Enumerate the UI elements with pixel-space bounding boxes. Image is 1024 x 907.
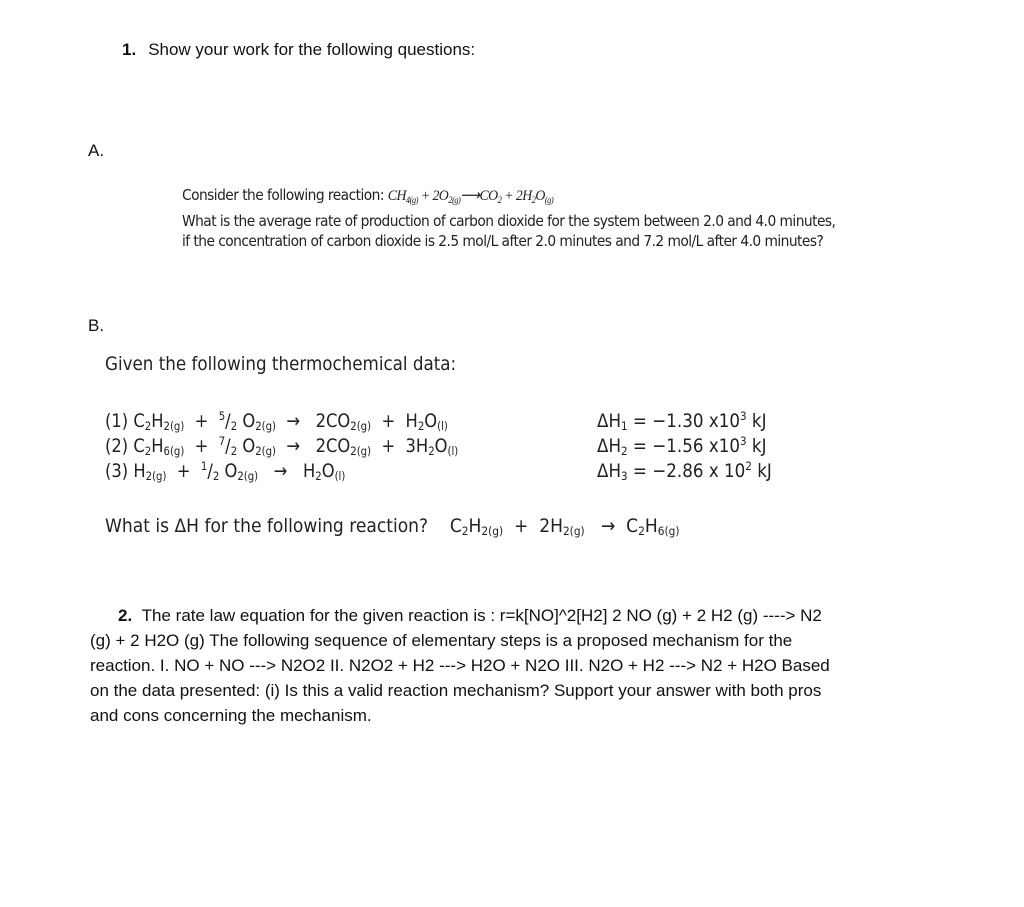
formula-text: → 2CO xyxy=(275,435,351,457)
superscript: 2 xyxy=(745,459,752,473)
formula-text: O xyxy=(219,460,238,482)
subscript: (l) xyxy=(334,469,346,483)
formula-text: H xyxy=(468,515,482,537)
formula-text: ΔH xyxy=(597,435,622,457)
superscript: 7 xyxy=(218,434,226,448)
subscript: 2 xyxy=(230,444,238,458)
enthalpy-question xyxy=(105,515,679,538)
subscript: 2 xyxy=(230,419,238,433)
subscript: (l) xyxy=(437,419,448,433)
subscript: 2(g) xyxy=(237,469,259,483)
formula-text: ΔH xyxy=(597,410,622,432)
subscript: 2 xyxy=(315,469,322,483)
formula-text: (3) H xyxy=(105,460,146,482)
subscript: 2 xyxy=(461,524,469,538)
formula-text: = −1.56 x10 xyxy=(627,435,740,457)
formula-text: H xyxy=(151,410,164,432)
given-heading: Given the following thermochemical data: xyxy=(105,353,457,375)
formula-text: = −2.86 x 10 xyxy=(627,460,746,482)
formula-text: + xyxy=(184,410,219,432)
formula-text: = −1.30 x10 xyxy=(627,410,740,432)
superscript: 1 xyxy=(200,459,208,473)
subscript: 2(g) xyxy=(350,444,372,458)
enthalpy-2 xyxy=(597,434,767,458)
formula-text: O xyxy=(237,410,256,432)
formula-text: / xyxy=(225,435,231,457)
subscript: 2(g) xyxy=(163,419,185,433)
formula-text: O xyxy=(321,460,335,482)
subscript: 4(g) xyxy=(405,196,418,206)
formula-text: + 2H xyxy=(501,188,532,204)
formula-text: (1) C xyxy=(105,410,145,432)
formula-text: + 3H xyxy=(371,435,429,457)
formula-text: H xyxy=(151,435,164,457)
part-a-line3: if the concentration of carbon dioxide is 2.5 mol/L after 2.0 minutes and 7.2 mol/L after 4.0 minutes? xyxy=(182,232,824,250)
formula-text: (2) C xyxy=(105,435,145,457)
formula-text: What is ΔH for the following reaction? C xyxy=(105,515,462,537)
subscript: 2(g) xyxy=(448,196,461,206)
part-a-label: A. xyxy=(88,141,105,160)
part-a-intro: Consider the following reaction: xyxy=(182,186,388,204)
part-a-line2: What is the average rate of production of carbon dioxide for the system between 2.0 and 4.0 minutes, xyxy=(182,212,836,230)
part-a-image xyxy=(182,185,835,251)
reaction-equation xyxy=(388,188,553,204)
subscript: (l) xyxy=(447,444,459,458)
formula-text: kJ xyxy=(746,410,767,432)
subscript: 3 xyxy=(621,469,628,483)
formula-text: O xyxy=(535,188,545,204)
formula-text: → H xyxy=(258,460,316,482)
question-2 xyxy=(90,603,830,728)
superscript: 3 xyxy=(739,434,747,448)
subscript: 2(g) xyxy=(145,469,167,483)
equation-2 xyxy=(105,434,458,458)
question-1-text: Show your work for the following questions: xyxy=(148,40,476,59)
formula-text: kJ xyxy=(751,460,772,482)
subscript: (g) xyxy=(544,196,554,206)
enthalpy-1 xyxy=(597,409,767,433)
subscript: 1 xyxy=(621,419,628,433)
formula-text: → C xyxy=(584,515,639,537)
subscript: 2 xyxy=(531,196,536,206)
part-b-label: B. xyxy=(88,316,105,335)
subscript: 6(g) xyxy=(657,524,680,538)
formula-text: + 2O xyxy=(417,188,449,204)
formula-text: O xyxy=(424,410,438,432)
subscript: 2 xyxy=(144,419,152,433)
subscript: 2 xyxy=(144,444,152,458)
subscript: 2(g) xyxy=(255,444,276,458)
subscript: 2(g) xyxy=(562,524,585,538)
subscript: 2(g) xyxy=(255,419,276,433)
subscript: 2 xyxy=(497,196,502,206)
equation-3 xyxy=(105,459,345,483)
formula-text: O xyxy=(237,435,256,457)
formula-text: + H xyxy=(371,410,418,432)
equation-1 xyxy=(105,409,448,433)
question-2-text: The rate law equation for the given reaction is : r=k[NO]^2[H2] 2 NO (g) + 2 H2 (g) ----> N2 (g) + 2 H2O (g) The following sequence of elementary steps is a proposed mechanism for the reaction. I. NO + NO ---> N2O2 II. N2O2 + H2 ---> H2O + N2O III. N2O + H2 ---> N2 + H2O Based on the data presented: (i) Is this a valid reaction mechanism? Support your answer with both pros and cons concerning the mechanism. xyxy=(90,606,830,725)
question-1-heading xyxy=(122,40,475,60)
formula-text: H xyxy=(644,515,658,537)
formula-text: CH xyxy=(387,188,406,204)
subscript: 2 xyxy=(212,469,220,483)
subscript: 2(g) xyxy=(481,524,504,538)
formula-text: → 2CO xyxy=(275,410,351,432)
formula-text: ΔH xyxy=(597,460,622,482)
formula-text: + 2H xyxy=(503,515,563,537)
subscript: 2 xyxy=(621,444,628,458)
formula-text: kJ xyxy=(746,435,767,457)
subscript: 2 xyxy=(428,444,435,458)
formula-text: ⟶CO xyxy=(460,188,498,204)
enthalpy-3 xyxy=(597,459,772,483)
subscript: 6(g) xyxy=(163,444,185,458)
formula-text: + xyxy=(166,460,201,482)
question-number: 1. xyxy=(122,40,137,59)
formula-text: / xyxy=(207,460,213,482)
formula-text: + xyxy=(184,435,219,457)
superscript: 3 xyxy=(739,409,747,423)
subscript: 2(g) xyxy=(350,419,372,433)
formula-text: O xyxy=(434,435,448,457)
superscript: 5 xyxy=(218,409,226,423)
question-number: 2. xyxy=(118,606,133,625)
subscript: 2 xyxy=(417,419,425,433)
formula-text: / xyxy=(225,410,231,432)
subscript: 2 xyxy=(638,524,645,538)
